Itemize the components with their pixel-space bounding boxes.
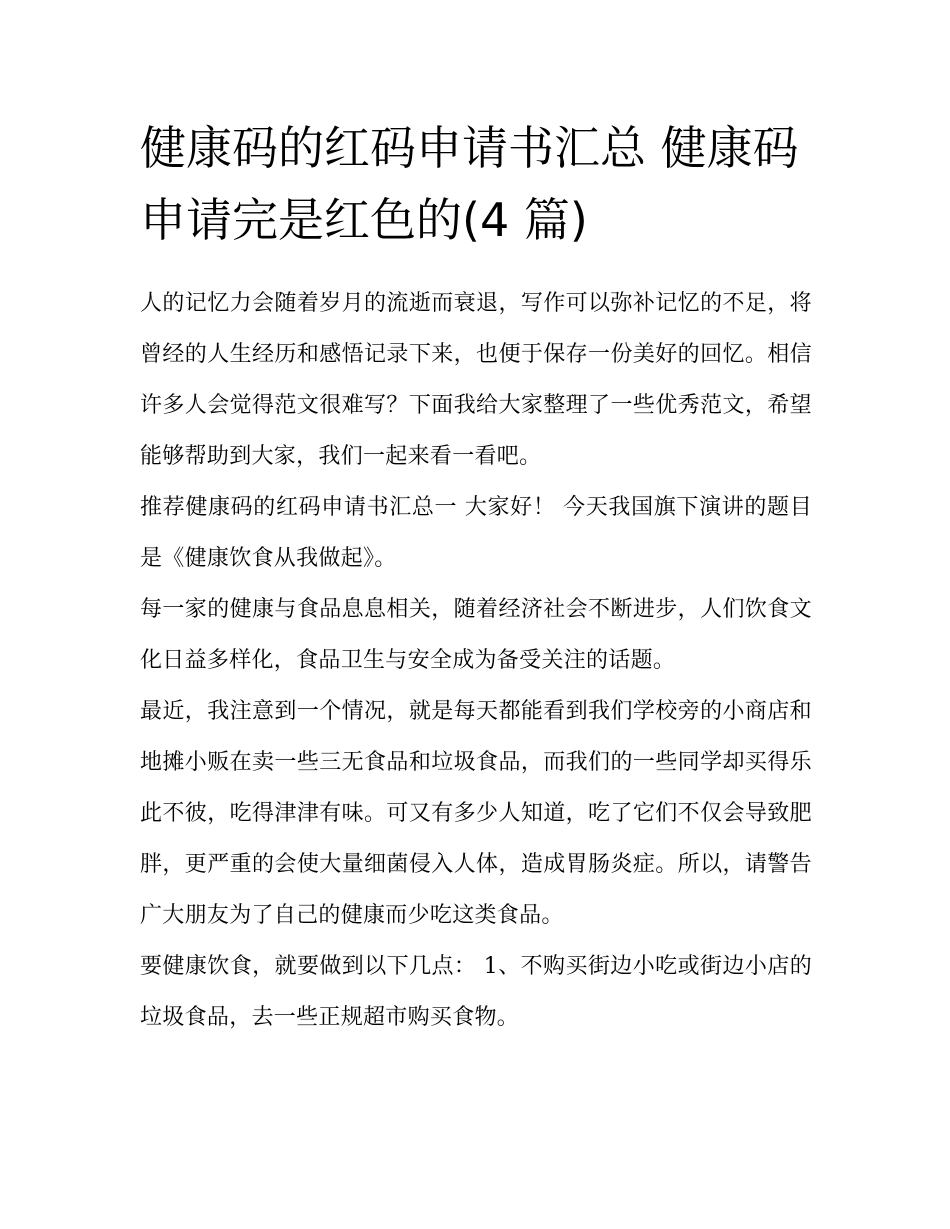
paragraph-food-safety: 每一家的健康与食品息息相关，随着经济社会不断进步，人们饮食文化日益多样化，食品卫生与安全成为备受关注的话题。 (140, 597, 812, 673)
document-title: 健康码的红码申请书汇总 健康码申请完是红色的(4 篇) (140, 121, 799, 247)
document-body (140, 112, 812, 1043)
paragraph-observation: 最近，我注意到一个情况，就是每天都能看到我们学校旁的小商店和地摊小贩在卖一些三无食品和垃圾食品，而我们的一些同学却买得乐此不彼，吃得津津有味。可又有多少人知道，吃了它们不仅会导致肥胖，更严重的会使大量细菌侵入人体，造成胃肠炎症。所以，请警告广大朋友为了自己的健康而少吃这类食品。 (140, 699, 812, 928)
paragraph-intro: 人的记忆力会随着岁月的流逝而衰退，写作可以弥补记忆的不足，将曾经的人生经历和感悟记录下来，也便于保存一份美好的回忆。相信许多人会觉得范文很难写？下面我给大家整理了一些优秀范文，希望能够帮助到大家，我们一起来看一看吧。 (140, 291, 812, 469)
paragraph-speech-opening: 推荐健康码的红码申请书汇总一 大家好！ 今天我国旗下演讲的题目是《健康饮食从我做起》。 (140, 495, 812, 571)
paragraph-advice: 要健康饮食，就要做到以下几点： 1、不购买街边小吃或街边小店的垃圾食品，去一些正规超市购买食物。 (140, 954, 812, 1030)
